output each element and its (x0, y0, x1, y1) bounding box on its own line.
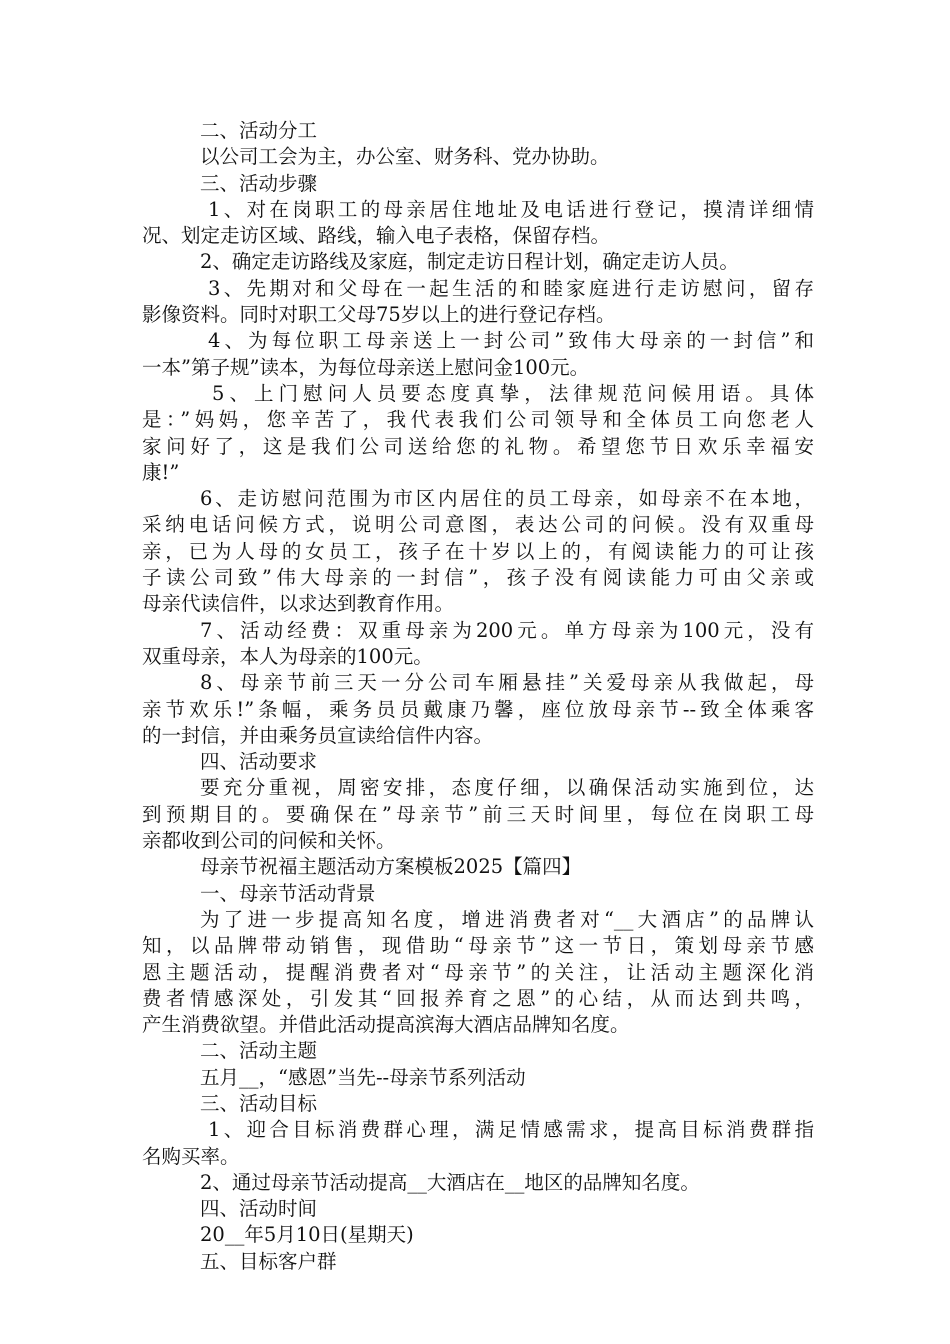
section-heading: 三、活动目标 (200, 1091, 318, 1115)
paragraph-line: 双重母亲，本人为母亲的100元。 (142, 644, 433, 668)
paragraph-line: 康!” (142, 460, 180, 484)
paragraph-line: 费者情感深处，引发其“回报养育之恩”的心结，从而达到共鸣， (142, 986, 814, 1010)
paragraph-line: 亲都收到公司的问候和关怀。 (142, 829, 396, 853)
paragraph-line: 产生消费欲望。并借此活动提高滨海大酒店品牌知名度。 (142, 1013, 630, 1037)
paragraph-line: 以公司工会为主，办公室、财务科、党办协助。 (200, 145, 610, 169)
section-heading: 二、活动分工 (200, 119, 318, 142)
paragraph-line: 2、通过母亲节活动提高__大酒店在__地区的品牌知名度。 (200, 1170, 700, 1194)
paragraph-line: 恩主题活动，提醒消费者对“母亲节”的关注，让活动主题深化消 (142, 960, 814, 984)
section-heading: 三、活动步骤 (200, 171, 318, 195)
article-title: 母亲节祝福主题活动方案模板2025【篇四】 (200, 855, 582, 879)
paragraph-line: 20__年5月10日(星期天) (200, 1223, 414, 1247)
paragraph-line: 到预期目的。要确保在”母亲节”前三天时间里，每位在岗职工母 (142, 802, 814, 826)
paragraph-line: 5、上门慰问人员要态度真挚，法律规范问候用语。具体 (212, 381, 814, 405)
paragraph-line: 五月__，“感恩”当先--母亲节系列活动 (200, 1065, 526, 1089)
paragraph-line: 4、为每位职工母亲送上一封公司”致伟大母亲的一封信”和 (208, 329, 814, 353)
paragraph-line: 2、确定走访路线及家庭，制定走访日程计划，确定走访人员。 (200, 250, 739, 274)
section-heading: 五、目标客户群 (200, 1249, 337, 1273)
paragraph-line: 名购买率。 (142, 1144, 240, 1168)
paragraph-line: 影像资料。同时对职工父母75岁以上的进行登记存档。 (142, 303, 616, 327)
paragraph-line: 7、活动经费：双重母亲为200元。单方母亲为100元，没有 (200, 618, 814, 642)
paragraph-line: 1、迎合目标消费群心理，满足情感需求，提高目标消费群指 (208, 1118, 814, 1142)
paragraph-line: 3、先期对和父母在一起生活的和睦家庭进行走访慰问，留存 (208, 276, 814, 300)
paragraph-line: 亲节欢乐!”条幅，乘务员员戴康乃馨，座位放母亲节--致全体乘客 (142, 697, 814, 721)
paragraph-line: 1、对在岗职工的母亲居住地址及电话进行登记，摸清详细情 (208, 197, 814, 221)
paragraph-line: 采纳电话问候方式，说明公司意图，表达公司的问候。没有双重母 (142, 513, 814, 537)
paragraph-line: 子读公司致”伟大母亲的一封信”，孩子没有阅读能力可由父亲或 (142, 566, 814, 590)
paragraph-line: 8、母亲节前三天一分公司车厢悬挂”关爱母亲从我做起，母 (200, 671, 814, 695)
paragraph-line: 一本”第子规”读本，为每位母亲送上慰问金100元。 (142, 355, 590, 379)
paragraph-line: 的一封信，并由乘务员宣读给信件内容。 (142, 723, 494, 747)
paragraph-line: 是：”妈妈，您辛苦了，我代表我们公司领导和全体员工向您老人 (142, 408, 814, 432)
paragraph-line: 况、划定走访区域、路线，输入电子表格，保留存档。 (142, 224, 611, 248)
paragraph-line: 为了进一步提高知名度，增进消费者对“__大酒店”的品牌认 (200, 907, 814, 931)
paragraph-line: 要充分重视，周密安排，态度仔细，以确保活动实施到位，达 (200, 776, 814, 800)
paragraph-line: 知，以品牌带动销售，现借助“母亲节”这一节日，策划母亲节感 (142, 934, 814, 958)
section-heading: 四、活动要求 (200, 750, 318, 774)
paragraph-line: 家问好了，这是我们公司送给您的礼物。希望您节日欢乐幸福安 (142, 434, 814, 458)
paragraph-line: 6、走访慰问范围为市区内居住的员工母亲，如母亲不在本地， (200, 487, 814, 511)
paragraph-line: 亲，已为人母的女员工，孩子在十岁以上的，有阅读能力的可让孩 (142, 539, 814, 563)
document-body (142, 118, 814, 1275)
section-heading: 一、母亲节活动背景 (200, 881, 376, 905)
paragraph-line: 母亲代读信件，以求达到教育作用。 (142, 592, 455, 616)
section-heading: 二、活动主题 (200, 1039, 318, 1063)
section-heading: 四、活动时间 (200, 1197, 318, 1221)
